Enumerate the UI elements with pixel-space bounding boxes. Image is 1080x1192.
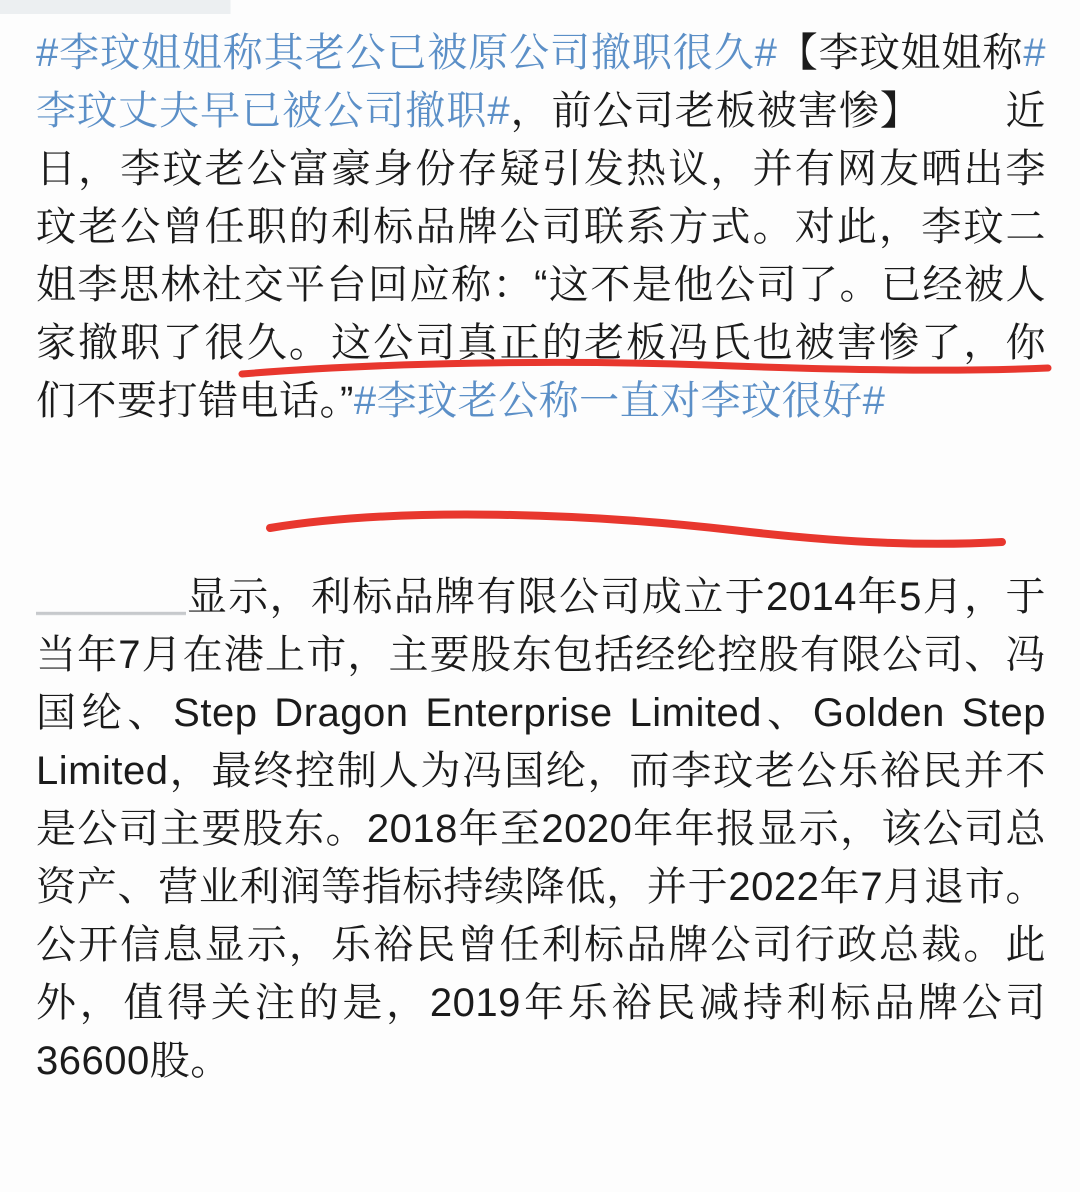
post-paragraph-secondary (36, 568, 1046, 1090)
post-text-2: ，前公司老板被害惨】 (510, 89, 921, 133)
hashtag-link-2[interactable]: #李玟丈夫早已被公司撤职# (36, 31, 1046, 133)
red-underline-lower (262, 500, 1012, 570)
post-text-body: 近日，李玟老公富豪身份存疑引发热议，并有网友晒出李玟老公曾任职的利标品牌公司联系方式。对此，李玟二姐李思林社交平台回应称：“这不是他公司了。已经被人家撤职了很久。这公司真正的老板冯氏也被害惨了，你们不要打错电话。” (36, 89, 1047, 423)
screenshot-edge-artifact (0, 0, 1080, 14)
redaction-smudge (36, 596, 186, 624)
hashtag-link-1[interactable]: #李玟姐姐称其老公已被原公司撤职很久# (36, 31, 778, 75)
post-paragraph-primary (36, 24, 1046, 430)
post-text-company-info: 显示，利标品牌有限公司成立于2014年5月，于当年7月在港上市，主要股东包括经纶控股有限公司、冯国纶、Step Dragon Enterprise Limited、Golden Step Limited，最终控制人为冯国纶，而李玟老公乐裕民并不是公司主要股东。2018年至2020年年报显示，该公司总资产、营业利润等指标持续降低，并于2022年7月退市。公开信息显示，乐裕民曾任利标品牌公司行政总裁。此外，值得关注的是，2019年乐裕民减持利标品牌公司36600股。 (36, 575, 1046, 1083)
hashtag-link-3[interactable]: #李玟老公称一直对李玟很好# (353, 379, 886, 423)
post-text-1: 【李玟姐姐称 (777, 31, 1024, 75)
